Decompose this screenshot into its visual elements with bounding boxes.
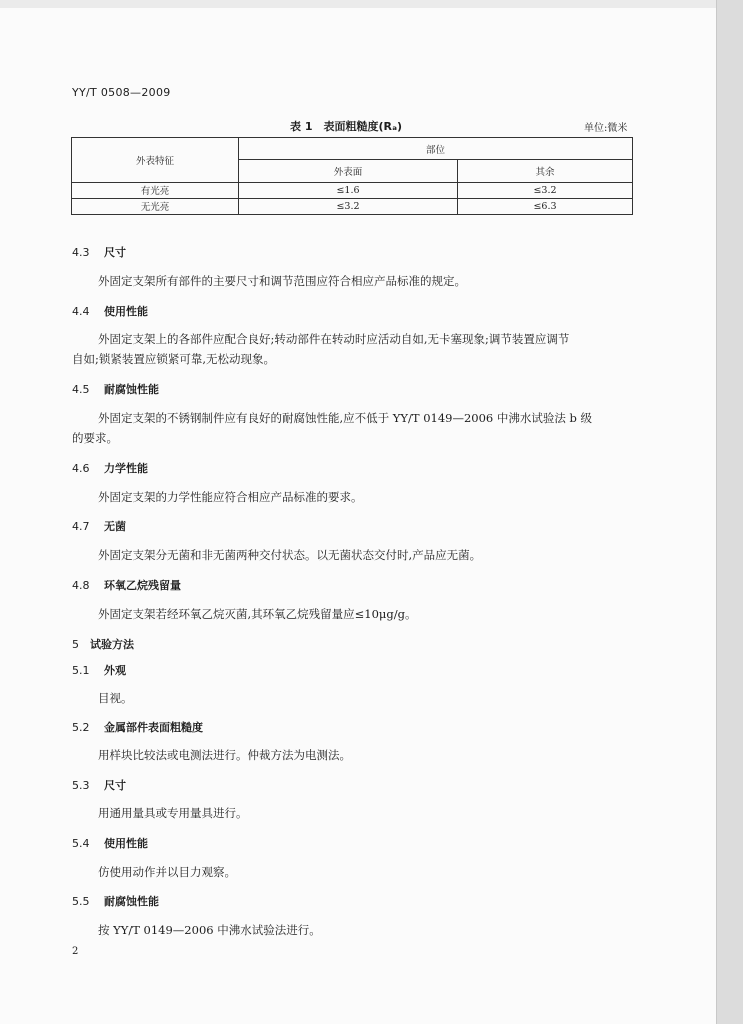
paragraph: 外固定支架分无菌和非无菌两种交付状态。以无菌状态交付时,产品应无菌。 <box>98 548 482 562</box>
paragraph: 用通用量具或专用量具进行。 <box>98 806 248 820</box>
header-feature: 外表特征 <box>72 138 239 183</box>
cell-outer: ≤3.2 <box>239 198 458 214</box>
paragraph: 按 YY/T 0149—2006 中沸水试验法进行。 <box>98 923 321 937</box>
section-heading: 4.5 耐腐蚀性能 <box>72 383 159 396</box>
section-heading: 5.2 金属部件表面粗糙度 <box>72 721 203 734</box>
paragraph: 仿使用动作并以目力观察。 <box>98 865 236 879</box>
paragraph: 外固定支架的力学性能应符合相应产品标准的要求。 <box>98 490 363 504</box>
section-heading: 5.3 尺寸 <box>72 779 126 792</box>
section-heading: 4.3 尺寸 <box>72 246 126 259</box>
section-heading: 4.8 环氧乙烷残留量 <box>72 579 181 592</box>
cell-outer: ≤1.6 <box>239 182 458 198</box>
section-heading: 5.1 外观 <box>72 664 126 677</box>
page-edge-line <box>716 0 717 1024</box>
table-row <box>72 198 633 214</box>
section-heading: 4.6 力学性能 <box>72 462 148 475</box>
scan-edge <box>716 0 743 1024</box>
paragraph: 外固定支架的不锈钢制件应有良好的耐腐蚀性能,应不低于 YY/T 0149—2006 中沸水试验法 b 级 <box>98 411 593 425</box>
cell-feature: 有光亮 <box>72 182 239 198</box>
section-heading: 5.5 耐腐蚀性能 <box>72 895 159 908</box>
paragraph: 外固定支架上的各部件应配合良好;转动部件在转动时应活动自如,无卡塞现象;调节装置应调节 <box>98 332 570 346</box>
section-heading: 4.7 无菌 <box>72 520 126 533</box>
table-row <box>72 182 633 198</box>
table-unit: 单位:微米 <box>584 123 628 134</box>
cell-feature: 无光亮 <box>72 198 239 214</box>
cell-other: ≤3.2 <box>458 182 633 198</box>
paragraph: 目视。 <box>98 691 133 705</box>
header-group: 部位 <box>239 138 633 160</box>
roughness-table <box>71 137 633 215</box>
section-heading: 5 试验方法 <box>72 638 134 651</box>
paragraph: 用样块比较法或电测法进行。仲裁方法为电测法。 <box>98 748 351 762</box>
standard-header: YY/T 0508—2009 <box>72 86 171 99</box>
paragraph: 外固定支架所有部件的主要尺寸和调节范围应符合相应产品标准的规定。 <box>98 274 466 288</box>
table-caption: 表 1 表面粗糙度(Rₐ) <box>290 120 403 133</box>
section-heading: 4.4 使用性能 <box>72 305 148 318</box>
header-other: 其余 <box>458 160 633 182</box>
header-outer: 外表面 <box>239 160 458 182</box>
paragraph: 外固定支架若经环氧乙烷灭菌,其环氧乙烷残留量应≤10μg/g。 <box>98 607 417 621</box>
paragraph: 的要求。 <box>72 431 118 445</box>
cell-other: ≤6.3 <box>458 198 633 214</box>
section-heading: 5.4 使用性能 <box>72 837 148 850</box>
paragraph: 自如;锁紧装置应锁紧可靠,无松动现象。 <box>72 352 276 366</box>
page-number: 2 <box>72 946 79 957</box>
